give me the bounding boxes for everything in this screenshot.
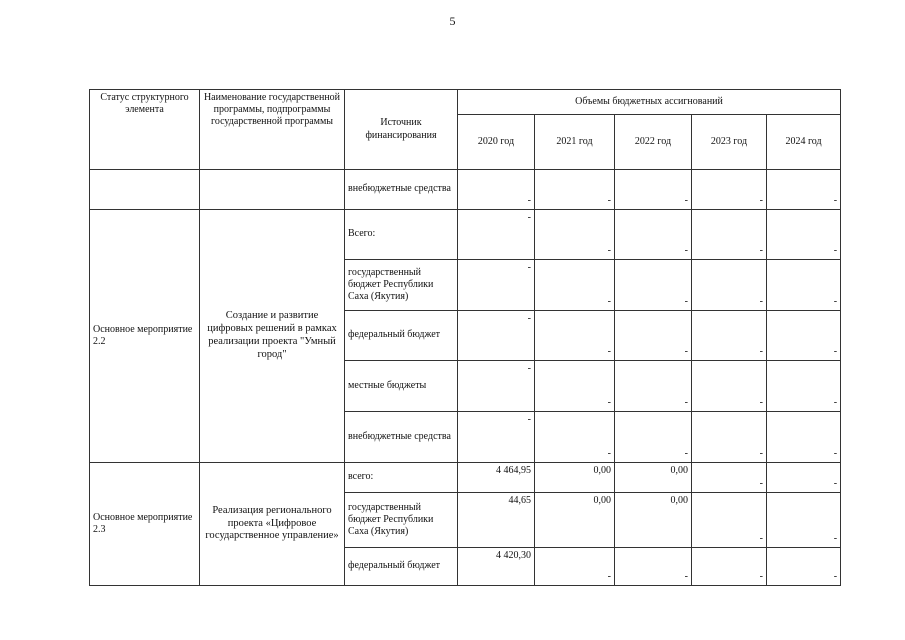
value-cell: 0,00 bbox=[615, 463, 692, 493]
value-cell: - bbox=[692, 210, 767, 260]
value-cell: 0,00 bbox=[535, 463, 615, 493]
value-cell: - bbox=[535, 548, 615, 586]
program-name-cell: Создание и развитие цифровых решений в рамках реализации проекта "Умный город" bbox=[200, 210, 345, 463]
header-year: 2024 год bbox=[767, 115, 841, 170]
value-cell: - bbox=[767, 548, 841, 586]
value-cell: - bbox=[692, 170, 767, 210]
value-cell: - bbox=[692, 412, 767, 463]
header-year: 2022 год bbox=[615, 115, 692, 170]
value-cell: - bbox=[767, 260, 841, 311]
value-cell: - bbox=[535, 260, 615, 311]
value-cell: - bbox=[692, 493, 767, 548]
value-cell: 0,00 bbox=[535, 493, 615, 548]
value-cell: - bbox=[767, 170, 841, 210]
value-cell: - bbox=[458, 412, 535, 463]
value-cell: - bbox=[615, 210, 692, 260]
program-name-cell: Реализация регионального проекта «Цифровое государственное управление» bbox=[200, 463, 345, 586]
table-row bbox=[90, 210, 841, 260]
header-budget-volumes: Объемы бюджетных ассигнований bbox=[458, 90, 841, 115]
funding-source-cell: внебюджетные средства bbox=[345, 412, 458, 463]
value-cell: - bbox=[458, 170, 535, 210]
funding-source-cell: федеральный бюджет bbox=[345, 311, 458, 361]
budget-table bbox=[89, 89, 841, 586]
header-funding-source: Источник финансирования bbox=[345, 90, 458, 170]
value-cell: - bbox=[535, 311, 615, 361]
funding-source-cell: внебюджетные средства bbox=[345, 170, 458, 210]
header-program-name: Наименование государственной программы, подпрограммы государственной программы bbox=[200, 90, 345, 170]
value-cell: - bbox=[692, 548, 767, 586]
value-cell: - bbox=[692, 463, 767, 493]
value-cell: 0,00 bbox=[615, 493, 692, 548]
table-row bbox=[90, 170, 841, 210]
value-cell: - bbox=[692, 361, 767, 412]
value-cell: - bbox=[767, 463, 841, 493]
value-cell: - bbox=[535, 210, 615, 260]
value-cell: - bbox=[458, 260, 535, 311]
value-cell: - bbox=[767, 412, 841, 463]
value-cell: 4 420,30 bbox=[458, 548, 535, 586]
value-cell: - bbox=[615, 170, 692, 210]
value-cell: - bbox=[615, 412, 692, 463]
value-cell: - bbox=[458, 311, 535, 361]
value-cell: - bbox=[458, 210, 535, 260]
funding-source-cell: всего: bbox=[345, 463, 458, 493]
value-cell: - bbox=[535, 412, 615, 463]
status-cell-empty bbox=[90, 170, 200, 210]
value-cell: 4 464,95 bbox=[458, 463, 535, 493]
value-cell: - bbox=[458, 361, 535, 412]
value-cell: - bbox=[767, 311, 841, 361]
funding-source-cell: государственный бюджет Республики Саха (Якутия) bbox=[345, 260, 458, 311]
funding-source-cell: государственный бюджет Республики Саха (Якутия) bbox=[345, 493, 458, 548]
status-cell: Основное мероприятие 2.2 bbox=[90, 210, 200, 463]
funding-source-cell: местные бюджеты bbox=[345, 361, 458, 412]
header-status: Статус структурного элемента bbox=[90, 90, 200, 170]
name-cell-empty bbox=[200, 170, 345, 210]
value-cell: - bbox=[615, 311, 692, 361]
value-cell: - bbox=[615, 548, 692, 586]
funding-source-cell: федеральный бюджет bbox=[345, 548, 458, 586]
header-year: 2020 год bbox=[458, 115, 535, 170]
value-cell: - bbox=[767, 493, 841, 548]
table-row bbox=[90, 463, 841, 493]
value-cell: - bbox=[767, 361, 841, 412]
header-year: 2023 год bbox=[692, 115, 767, 170]
status-cell: Основное мероприятие 2.3 bbox=[90, 463, 200, 586]
value-cell: - bbox=[535, 170, 615, 210]
value-cell: - bbox=[692, 311, 767, 361]
value-cell: - bbox=[535, 361, 615, 412]
value-cell: 44,65 bbox=[458, 493, 535, 548]
page-number: 5 bbox=[449, 14, 456, 28]
value-cell: - bbox=[692, 260, 767, 311]
value-cell: - bbox=[767, 210, 841, 260]
value-cell: - bbox=[615, 260, 692, 311]
value-cell: - bbox=[615, 361, 692, 412]
funding-source-cell: Всего: bbox=[345, 210, 458, 260]
header-year: 2021 год bbox=[535, 115, 615, 170]
